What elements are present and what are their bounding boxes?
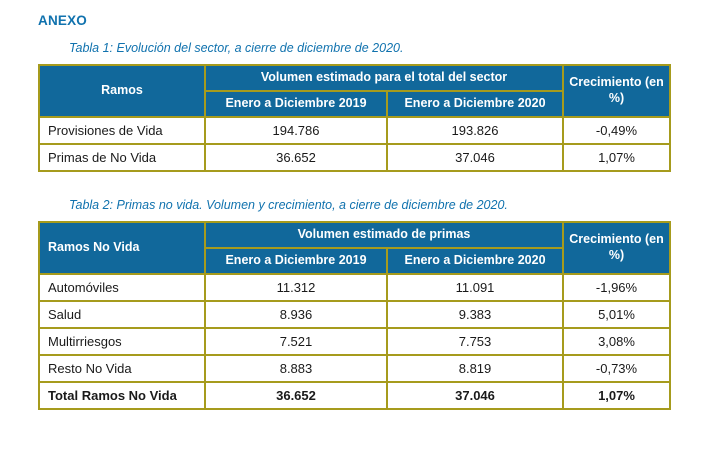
table-row xyxy=(39,117,670,144)
total-2019-cell: 36.652 xyxy=(205,382,387,409)
growth-cell: -0,73% xyxy=(563,355,670,382)
value-2020-cell: 8.819 xyxy=(387,355,563,382)
table-row xyxy=(39,355,670,382)
row-label-cell: Salud xyxy=(39,301,205,328)
table1-group-header: Volumen estimado para el total del sector xyxy=(205,65,563,91)
value-2020-cell: 193.826 xyxy=(387,117,563,144)
table1-col-header-2020: Enero a Diciembre 2020 xyxy=(387,91,563,117)
table2-header-row-1 xyxy=(39,222,670,248)
table2-caption: Tabla 2: Primas no vida. Volumen y crecimiento, a cierre de diciembre de 2020. xyxy=(69,198,508,212)
table2-col-header-2020: Enero a Diciembre 2020 xyxy=(387,248,563,274)
table1-caption: Tabla 1: Evolución del sector, a cierre de diciembre de 2020. xyxy=(69,41,404,55)
total-row xyxy=(39,382,670,409)
value-2020-cell: 9.383 xyxy=(387,301,563,328)
value-2019-cell: 36.652 xyxy=(205,144,387,171)
row-label-cell: Primas de No Vida xyxy=(39,144,205,171)
value-2019-cell: 194.786 xyxy=(205,117,387,144)
value-2019-cell: 8.883 xyxy=(205,355,387,382)
table1-evolucion-sector xyxy=(38,64,671,172)
table1-col-header-growth: Crecimiento (en %) xyxy=(563,65,670,117)
table1-header-row-1 xyxy=(39,65,670,91)
total-label-cell: Total Ramos No Vida xyxy=(39,382,205,409)
table2-col-header-2019: Enero a Diciembre 2019 xyxy=(205,248,387,274)
table-row xyxy=(39,274,670,301)
value-2020-cell: 37.046 xyxy=(387,144,563,171)
table2-primas-no-vida xyxy=(38,221,671,410)
growth-cell: 3,08% xyxy=(563,328,670,355)
table1-col-header-2019: Enero a Diciembre 2019 xyxy=(205,91,387,117)
value-2019-cell: 8.936 xyxy=(205,301,387,328)
row-label-cell: Provisiones de Vida xyxy=(39,117,205,144)
table2-col-header-growth: Crecimiento (en %) xyxy=(563,222,670,274)
table-row xyxy=(39,328,670,355)
table-row xyxy=(39,301,670,328)
value-2020-cell: 7.753 xyxy=(387,328,563,355)
page-title: ANEXO xyxy=(38,13,88,28)
row-label-cell: Automóviles xyxy=(39,274,205,301)
growth-cell: -0,49% xyxy=(563,117,670,144)
table1-col-header-ramos: Ramos xyxy=(39,65,205,117)
table-row xyxy=(39,144,670,171)
row-label-cell: Resto No Vida xyxy=(39,355,205,382)
growth-cell: 1,07% xyxy=(563,144,670,171)
value-2019-cell: 7.521 xyxy=(205,328,387,355)
value-2020-cell: 11.091 xyxy=(387,274,563,301)
table2-col-header-ramos: Ramos No Vida xyxy=(39,222,205,274)
row-label-cell: Multirriesgos xyxy=(39,328,205,355)
total-2020-cell: 37.046 xyxy=(387,382,563,409)
growth-cell: -1,96% xyxy=(563,274,670,301)
growth-cell: 5,01% xyxy=(563,301,670,328)
value-2019-cell: 11.312 xyxy=(205,274,387,301)
total-growth-cell: 1,07% xyxy=(563,382,670,409)
table2-group-header: Volumen estimado de primas xyxy=(205,222,563,248)
